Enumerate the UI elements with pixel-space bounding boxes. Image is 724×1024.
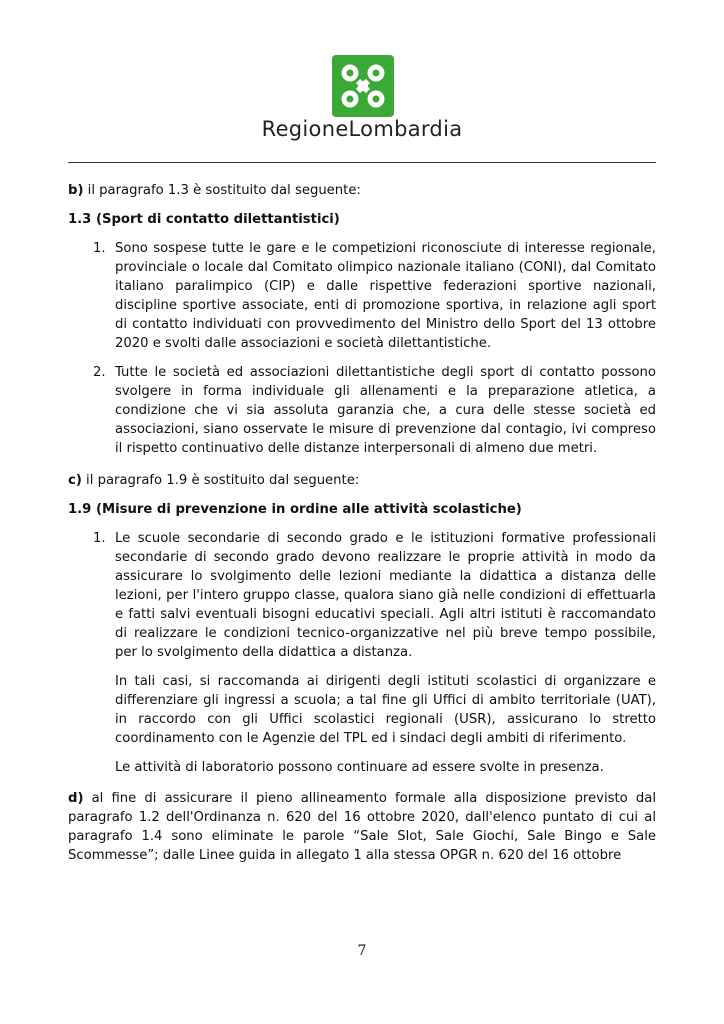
document-body — [68, 181, 656, 875]
section-1-3-title: 1.3 (Sport di contatto dilettantistici) — [68, 212, 340, 227]
list-item-number: 1. — [93, 241, 106, 256]
list-item — [68, 363, 656, 458]
list-item — [68, 239, 656, 353]
page-number: 7 — [357, 943, 367, 959]
paragraph-d — [68, 789, 656, 865]
section-1-9-list — [68, 529, 656, 662]
brand-name: RegioneLombardia — [261, 117, 463, 141]
list-item-number: 1. — [93, 531, 106, 546]
item-letter-c: c) — [68, 473, 82, 488]
paragraph-b-intro — [68, 181, 656, 200]
section-1-9-title: 1.9 (Misure di prevenzione in ordine alle attività scolastiche) — [68, 502, 522, 517]
list-item-text: Tutte le società ed associazioni dilettantistiche degli sport di contatto possono svolgere in forma individuale gli allenamenti e la preparazione atletica, a condizione che vi sia assoluta garanzia che, a cura delle stesse società ed associazioni, siano osservate le misure di prevenzione dal contagio, ivi compreso il rispetto continuativo delle distanze interpersonali di almeno due metri. — [115, 365, 656, 456]
paragraph-c-text: il paragrafo 1.9 è sostituito dal seguente: — [81, 473, 360, 488]
list-item-text: Le scuole secondarie di secondo grado e le istituzioni formative professionali secondarie di secondo grado devono realizzare le proprie attività in modo da assicurare lo svolgimento delle lezioni mediante la didattica a distanza delle lezioni, per l'intero gruppo classe, qualora siano già nelle condizioni di effettuarla e fatti salvi eventuali bisogni educativi speciali. Agli altri istituti è raccomandato di realizzare le condizioni tecnico-organizzative nel più breve tempo possibile, per lo svolgimento della didattica a distanza. — [115, 531, 656, 660]
paragraph-b-text: il paragrafo 1.3 è sostituito dal seguente: — [83, 183, 361, 198]
item-letter-b: b) — [68, 183, 84, 198]
paragraph-c-intro — [68, 471, 656, 490]
item-letter-d: d) — [68, 791, 84, 806]
list-item-number: 2. — [93, 365, 106, 380]
paragraph-d-text: al fine di assicurare il pieno allineamento formale alla disposizione previsto dal paragrafo 1.2 dell'Ordinanza n. 620 del 16 ottobre 2020, dall'elenco puntato di cui al paragrafo 1.4 sono eliminate le parole “Sale Slot, Sale Giochi, Sale Bingo e Sale Scommesse”; dalle Linee guida in allegato 1 alla stessa OPGR n. 620 del 16 ottobre — [68, 791, 656, 863]
section-1-9-subparagraph: In tali casi, si raccomanda ai dirigenti degli istituti scolastici di organizzare e differenziare gli ingressi a scuola; a tal fine gli Uffici di ambito territoriale (UAT), in raccordo con gli Uffici scolastici regionali (USR), assicurano lo stretto coordinamento con le Agenzie del TPL ed i sindaci degli ambiti di riferimento. — [115, 674, 656, 746]
list-item — [68, 529, 656, 662]
regione-lombardia-logo-icon — [332, 55, 394, 117]
section-1-3-list — [68, 239, 656, 458]
list-item-text: Sono sospese tutte le gare e le competizioni riconosciute di interesse regionale, provinciale o locale dal Comitato olimpico nazionale italiano (CONI), dal Comitato italiano paralimpico (CIP) e dalle rispettive federazioni sportive nazionali, discipline sportive associate, enti di promozione sportiva, in relazione agli sport di contatto individuati con provvedimento del Ministro dello Sport del 13 ottobre 2020 e svolti dalle associazioni e società dilettantistiche. — [115, 241, 656, 351]
header-divider — [68, 162, 656, 163]
section-1-9-subparagraph: Le attività di laboratorio possono continuare ad essere svolte in presenza. — [115, 760, 604, 775]
